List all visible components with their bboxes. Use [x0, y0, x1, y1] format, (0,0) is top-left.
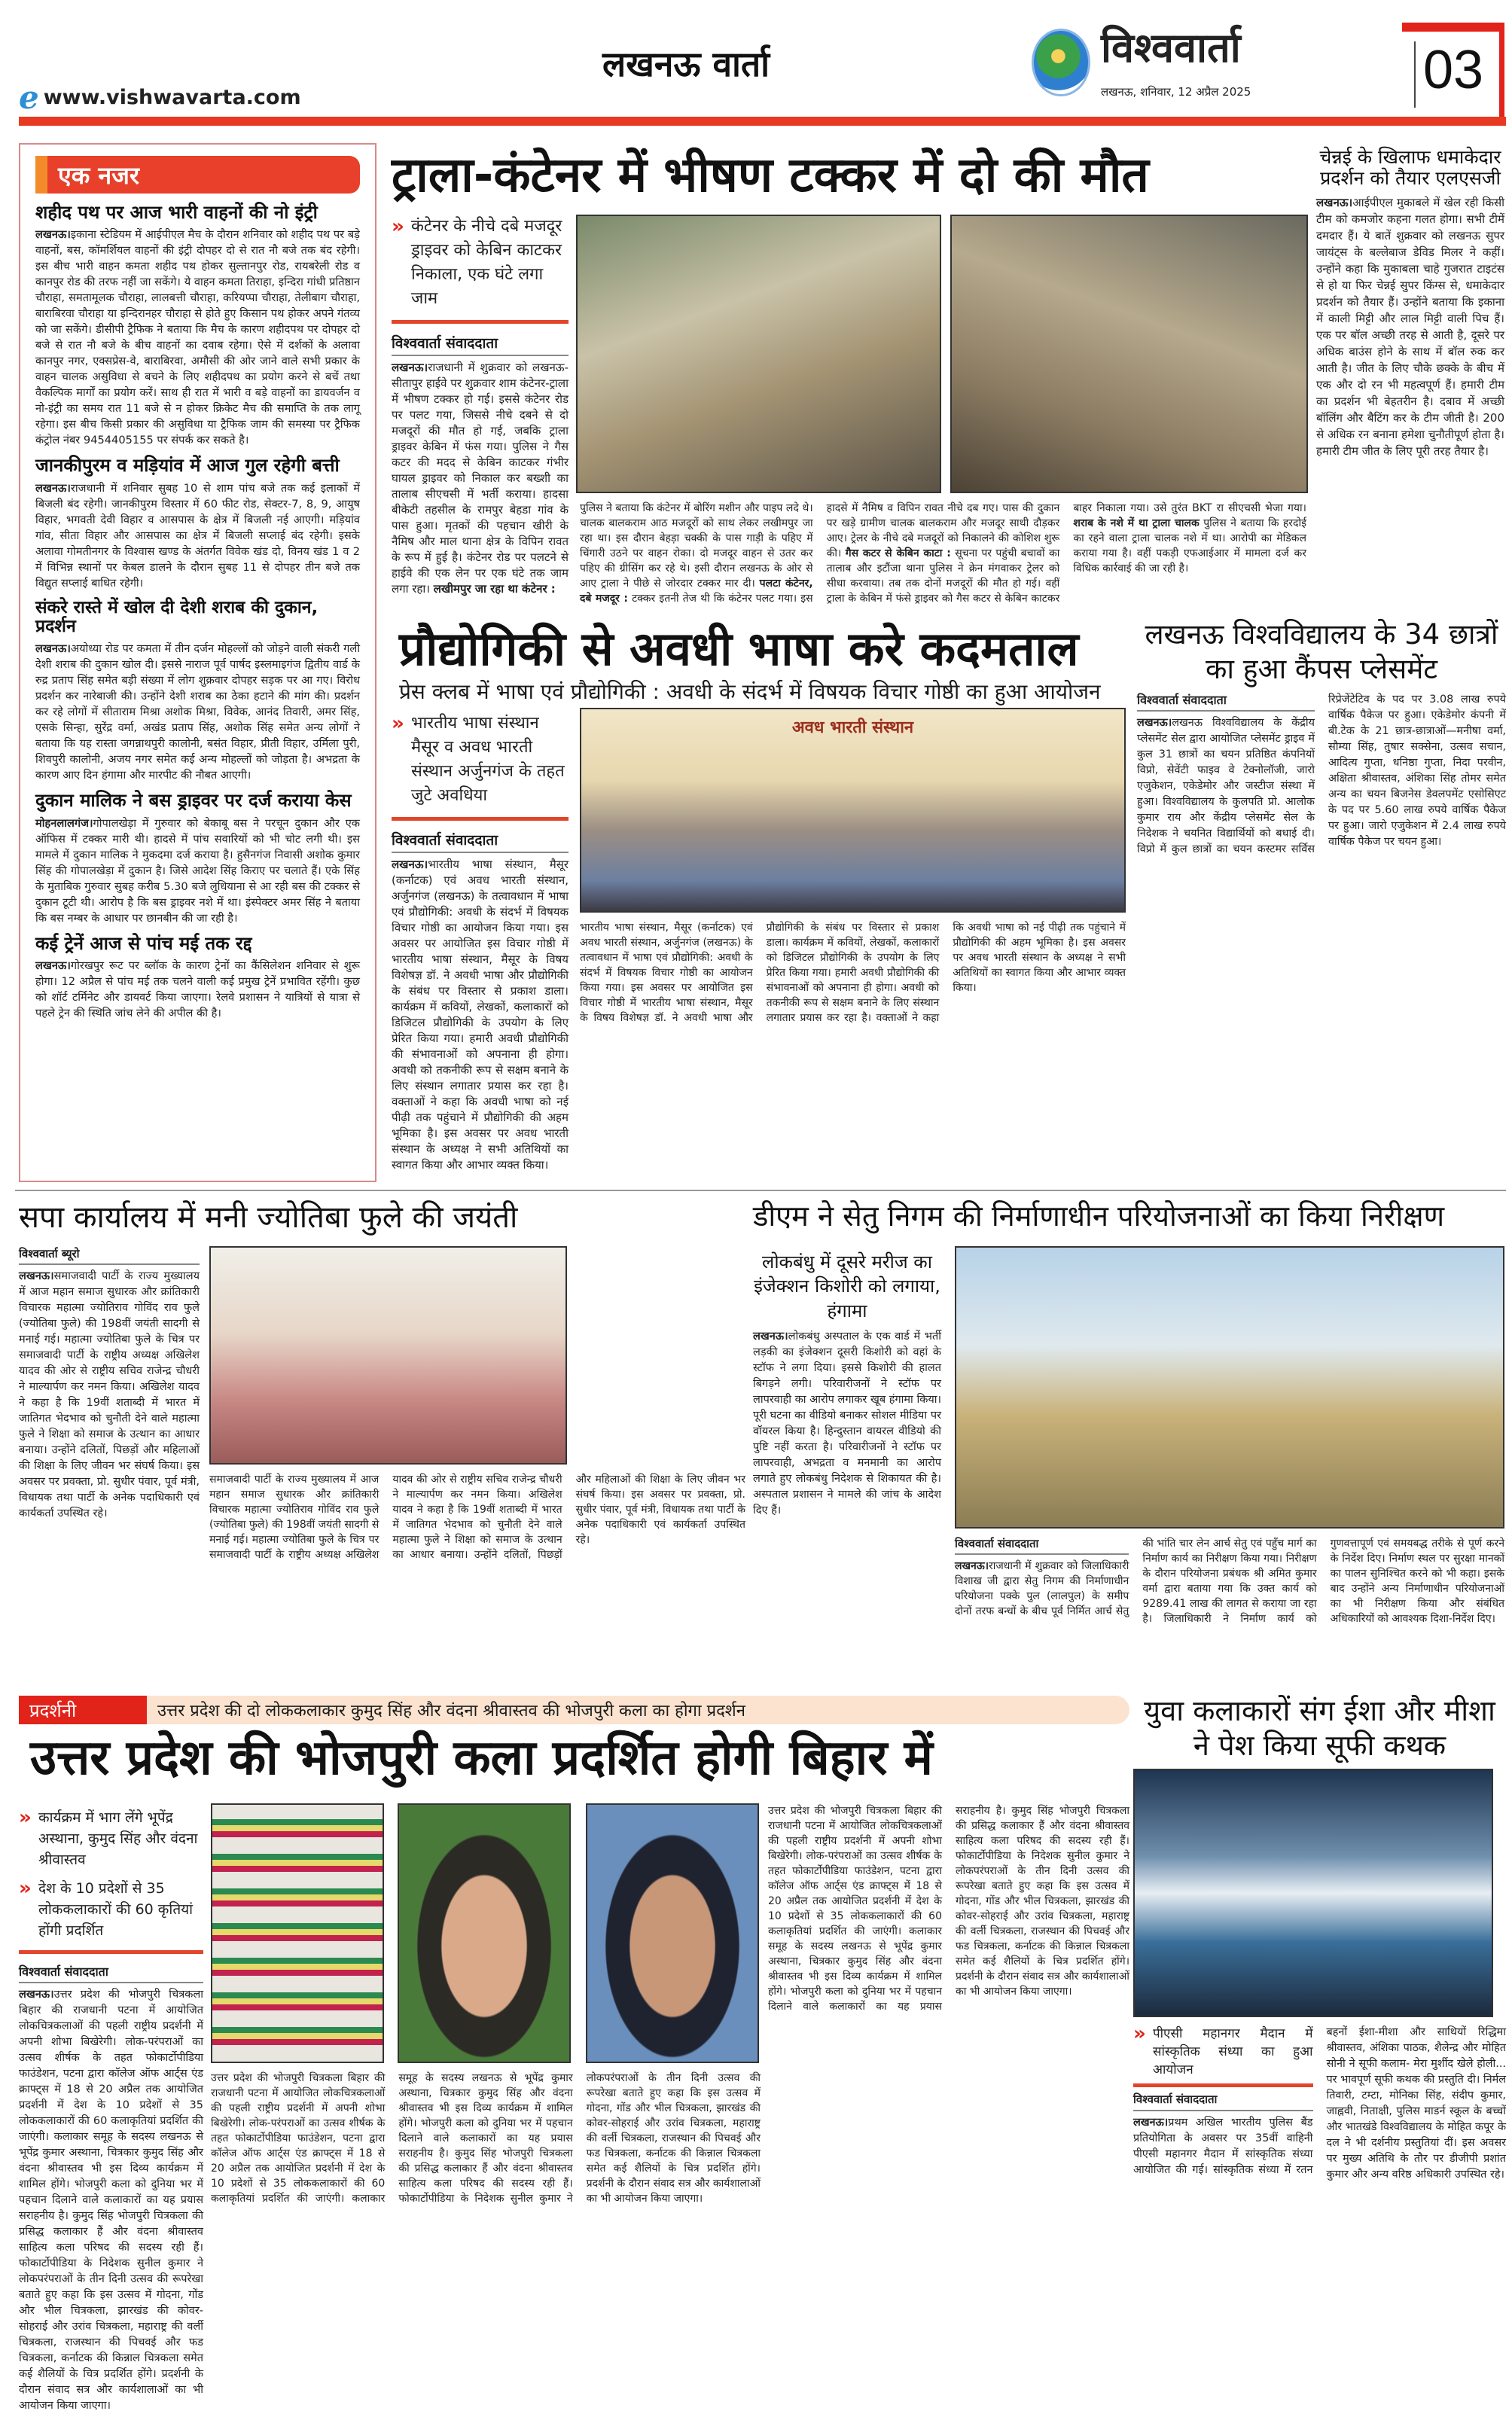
bhojpuri-text-cols-right: उत्तर प्रदेश की भोजपुरी चित्रकला बिहार की राजधानी पटना में आयोजित लोकचित्रकलाओं की पहली राष्ट्रीय प्रदर्शनी में अपनी शोभा बिखेरेगी। लोक-परंपराओं का उत्सव शीर्षक के तहत फोकार्टोपीडिया फाउंडेशन, पटना द्वारा कॉलेज ऑफ आर्ट्स एंड क्राफ्ट्स में 18 से 20 अप्रैल तक आयोजित प्रदर्शनी में देश के 10 प्रदेशों से 35 लोककलाकारों की 60 कलाकृतियां प्रदर्शित की जाएंगी। कलाकार समूह के सदस्य लखनऊ से भूपेंद्र कुमार अस्थाना, चित्रकार कुमुद सिंह और वंदना श्रीवास्तव भी इस दिव्य कार्यक्रम में शामिल होंगे। भोजपुरी कला को दुनिया भर में पहचान दिलाने वाले कलाकारों का यह प्रयास सराहनीय है। कुमुद सिंह भोजपुरी चित्रकला की प्रसिद्ध कलाकार हैं और वंदना श्रीवास्तव साहित्य कला परिषद की सदस्य रही हैं। फोकार्टोपीडिया के निदेशक सुनील कुमार ने लोकपरंपराओं के तीन दिनी उत्सव की रूपरेखा बताते हुए कहा कि इस उत्सव में गोदना, गोंड और भील चित्रकला, झारखंड की कोवर-सोहराई और उरांव चित्रकला, महाराष्ट्र की वर्ली चित्रकला, राजस्थान की पिचवई और फड चित्रकला, कर्नाटक की किन्नाल चित्रकला समेत कई शैलियों के चित्र प्रदर्शित होंगे। प्रदर्शनी के दौरान संवाद सत्र और कार्यशालाओं का भी आयोजन किया जाएगा। — [768, 1805, 1129, 2013]
browser-e-icon: e — [19, 79, 39, 116]
chevron-icon: » — [392, 712, 404, 735]
avadhi-bullet: » भारतीय भाषा संस्थान मैसूर व अवध भारती संस्थान अर्जुनगंज के तहत जुटे अवधिया — [392, 712, 565, 805]
bridge-inspection-photo — [955, 1246, 1504, 1529]
row-divider — [15, 1190, 1506, 1191]
lead-headline-box — [392, 149, 1306, 208]
divider — [1133, 2083, 1313, 2087]
dateline: लखनऊ, शनिवार, 12 अप्रैल 2025 — [1101, 85, 1251, 99]
dm-text-lead: विश्ववार्ता संवाददाता लखनऊ।राजधानी में शुक्रवार को जिलाधिकारी विशाख जी द्वारा सेतु निगम की निर्माणाधीन परियोजना पक्के पुल (लालपुल) के समीप दोनों तरफ बन्धों के बीच पूर्व निर्मित आर्च सेतु की भांति चार लेन आर्च सेतु एवं पहुँच मार्ग का निर्माण कार्य का निरीक्षण किया गया। निरीक्षण के दौरान परियोजना प्रबंधक श्री अमित कुमार वर्मा द्वारा बताया गया कि उक्त कार्य को 9289.41 लाख की लागत से कराया जा रहा है। जिलाधिकारी ने निर्माण कार्य को गुणवत्तापूर्ण एवं समयबद्ध तरीके से पूर्ण करने के निर्देश दिए। निर्माण स्थल पर सुरक्षा मानकों का पालन सुनिश्चित करने को भी कहा। इसके बाद उन्होंने अन्य निर्माणाधीन परियोजनाओं का भी निरीक्षण किया और संबंधित अधिकारियों को आवश्यक दिशा-निर्देश दिए। — [955, 1537, 1504, 1625]
sapa-headline-box — [19, 1201, 742, 1240]
crash-photo-1 — [576, 215, 941, 493]
chevron-icon: » — [19, 1806, 32, 1829]
avadhi-headline-box — [399, 623, 1126, 678]
phule-tribute-photo — [209, 1246, 567, 1465]
bhojpuri-text-cols-lower: उत्तर प्रदेश की भोजपुरी चित्रकला बिहार की राजधानी पटना में आयोजित लोकचित्रकलाओं की पहली राष्ट्रीय प्रदर्शनी में अपनी शोभा बिखेरेगी। लोक-परंपराओं का उत्सव शीर्षक के तहत फोकार्टोपीडिया फाउंडेशन, पटना द्वारा कॉलेज ऑफ आर्ट्स एंड क्राफ्ट्स में 18 से 20 अप्रैल तक आयोजित प्रदर्शनी में देश के 10 प्रदेशों से 35 लोककलाकारों की 60 कलाकृतियां प्रदर्शित की जाएंगी। कलाकार समूह के सदस्य लखनऊ से भूपेंद्र कुमार अस्थाना, चित्रकार कुमुद सिंह और वंदना श्रीवास्तव भी इस दिव्य कार्यक्रम में शामिल होंगे। भोजपुरी कला को दुनिया भर में पहचान दिलाने वाले कलाकारों का यह प्रयास सराहनीय है। कुमुद सिंह भोजपुरी चित्रकला की प्रसिद्ध कलाकार हैं और वंदना श्रीवास्तव साहित्य कला परिषद की सदस्य रही हैं। फोकार्टोपीडिया के निदेशक सुनील कुमार ने लोकपरंपराओं के तीन दिनी उत्सव की रूपरेखा बताते हुए कहा कि इस उत्सव में गोदना, गोंड और भील चित्रकला, झारखंड की कोवर-सोहराई और उरांव चित्रकला, महाराष्ट्र की वर्ली चित्रकला, राजस्थान की पिचवई और फड चित्रकला, कर्नाटक की किन्नाल चित्रकला समेत कई शैलियों के चित्र प्रदर्शित होंगे। प्रदर्शनी के दौरान संवाद सत्र और कार्यशालाओं का भी आयोजन किया जाएगा। — [211, 2072, 761, 2205]
bhojpuri-left-column: » कार्यक्रम में भाग लेंगे भूपेंद्र अस्थाना, कुमुद सिंह और वंदना श्रीवास्तव » देश के 10 प्रदेशों से 35 लोककलाकारों की 60 कृतियां होंगी प्रदर्शित विश्ववार्ता संवाददाता लखनऊ।उत्तर प्रदेश की भोजपुरी चित्रकला बिहार की राजधानी पटना में आयोजित लोकचित्रकलाओं की पहली राष्ट्रीय प्रदर्शनी में अपनी शोभा बिखेरेगी। लोक-परंपराओं का उत्सव शीर्षक के तहत फोकार्टोपीडिया फाउंडेशन, पटना द्वारा कॉलेज ऑफ आर्ट्स एंड क्राफ्ट्स में 18 से 20 अप्रैल तक आयोजित प्रदर्शनी में देश के 10 प्रदेशों से 35 लोककलाकारों की 60 कलाकृतियां प्रदर्शित की जाएंगी। कलाकार समूह के सदस्य लखनऊ से भूपेंद्र कुमार अस्थाना, चित्रकार कुमुद सिंह और वंदना श्रीवास्तव भी इस दिव्य कार्यक्रम में शामिल होंगे। भोजपुरी कला को दुनिया भर में पहचान दिलाने वाले कलाकारों का यह प्रयास सराहनीय है। कुमुद सिंह भोजपुरी चित्रकला की प्रसिद्ध कलाकार हैं और वंदना श्रीवास्तव साहित्य कला परिषद की सदस्य रही हैं। फोकार्टोपीडिया के निदेशक सुनील कुमार ने लोकपरंपराओं के तीन दिनी उत्सव की रूपरेखा बताते हुए कहा कि इस उत्सव में गोदना, गोंड और भील चित्रकला, झारखंड की कोवर-सोहराई और उरांव चित्रकला, महाराष्ट्र की वर्ली चित्रकला, राजस्थान की पिचवई और फड चित्रकला, कर्नाटक की किन्नाल चित्रकला समेत कई शैलियों के चित्र प्रदर्शित होंगे। प्रदर्शनी के दौरान संवाद सत्र और कार्यशालाओं का भी आयोजन किया जाएगा। — [19, 1806, 203, 2412]
lu-placement-story: लखनऊ विश्वविद्यालय के 34 छात्रों का हुआ कैंपस प्लेसमेंट विश्ववार्ता संवाददाता लखनऊ।लखनऊ विश्वविद्यालय के केंद्रीय प्लेसमेंट सेल द्वारा आयोजित प्लेसमेंट ड्राइव में कुल 31 छात्रों का चयन प्रतिष्ठित कंपनियों विप्रो, सेवेंटी फाइव वे टेक्नोलॉजी, जारो एजुकेशन, एकेडेमोर और जस्टीज संस्था में हुआ। विश्वविद्यालय के कुलपति प्रो. आलोक कुमार राय और केंद्रीय प्लेसमेंट सेल के निदेशक ने चयनित विद्यार्थियों को बधाई दी। विप्रो में कुल छात्रों का चयन कस्टमर सर्विस रिप्रेजेंटेटिव के पद पर 3.08 लाख रुपये वार्षिक पैकेज पर हुआ। एकेडेमोर कंपनी में बी.टेक के 21 छात्र-छात्राओं—मनीषा वर्मा, सौम्या सिंह, तुषार सक्सेना, उत्सव सचान, आदित्य गुप्ता, धनिष्ठा गुप्ता, निदा परवीन, अक्षिता श्रीवास्तव, अंशिका सिंह तोमर समेत अन्य का चयन बिजनेस डेवलपमेंट एसोसिएट के पद पर 5.60 लाख रुपये वार्षिक पैकेज पर हुआ। जारो एजुकेशन में 2.4 लाख रुपये वार्षिक पैकेज पर चयन हुआ। — [1137, 618, 1506, 855]
lead-headline: ट्राला-कंटेनर में भीषण टक्कर में दो की मौत — [392, 148, 1149, 203]
crash-photo-2 — [950, 215, 1308, 493]
bhojpuri-headline: उत्तर प्रदेश की भोजपुरी कला प्रदर्शित होगी बिहार में — [30, 1730, 933, 1786]
kumud-singh-photo — [398, 1803, 571, 2063]
vandana-srivastava-photo — [586, 1803, 759, 2063]
chevron-icon: » — [1133, 2022, 1146, 2046]
sapa-text-cols: समाजवादी पार्टी के राज्य मुख्यालय में आज महान समाज सुधारक और क्रांतिकारी विचारक महात्मा ज्योतिराव गोविंद राव फुले (ज्योतिबा फुले) की 198वीं जयंती सादगी से मनाई गई। महात्मा ज्योतिबा फुले के चित्र पर समाजवादी पार्टी के राष्ट्रीय अध्यक्ष अखिलेश यादव की ओर से राष्ट्रीय सचिव राजेन्द्र चौधरी ने माल्यार्पण कर नमन किया। अखिलेश यादव ने कहा है कि 19वीं शताब्दी में भारत में जातिगत भेदभाव को चुनौती देने वाले महात्मा फुले ने शिक्षा को समाज के उत्थान का आधार बनाया। उन्होंने दलितों, पिछड़ों और महिलाओं की शिक्षा के लिए जीवन भर संघर्ष किया। इस अवसर पर प्रवक्ता, प्रो. सुधीर पंवार, पूर्व मंत्री, विधायक तथा पार्टी के अनेक पदाधिकारी एवं कार्यकर्ता उपस्थित रहे। — [209, 1474, 745, 1561]
lead-bullet: » कंटेनर के नीचे दबे मजदूर ड्राइवर को केबिन काटकर निकाला, एक घंटे लगा जाम — [392, 215, 562, 308]
brief-shahid-path: शहीद पथ पर आज भारी वाहनों की नो इंट्री लखनऊ।इकाना स्टेडियम में आईपीएल मैच के दौरान शनिवार को शहीद पथ पर बड़े वाहनों, बस, कॉमर्शियल वाहनों की इंट्री दोपहर दो से रात नौ बजे तक बंद रहेगी। इस बीच भारी वाहन कमता शहीद पथ होकर सुल्तानपुर रोड, रायबरेली रोड व कानपुर रोड की तरफ नहीं जा सकेंगे। ये वाहन कमता तिराहा, इन्दिरा गांधी प्रतिष्ठान चौराहा, समतामूलक चौराहा, लालबत्ती चौराहा, करियप्पा चौराहा, तेलीबाग चौराहा, बाराबिरवा चौराहा या इन्दिरानहर चौराहा से होते हुए किसान पथ होकर अपने गंतव्य को जा सकेंगे। डीसीपी ट्रैफिक ने बताया कि मैच के कारण शहीदपथ पर दोपहर दो बजे से रात नौ बजे के बीच वाहनों का दवाब रहेगा। ऐसे में दर्शकों के अलावा कानपुर नगर, एक्सप्रेस-वे, बाराबिरवा, अमौसी की ओर जाने वाले सभी प्रकार के वाहन चालक असुविधा से बचने के लिए शहीदपथ का प्रयोग करने से बचें तथा वैकल्पिक मार्गों का प्रयोग करें। साथ ही रात में भारी व बड़े वाहनों का डायवर्जन व नो-इंट्री का समय रात 11 बजे से न होकर क्रिकेट मैच की समाप्ति के तक लागू रहेगा। इस बीच किसी प्रकार की असुविधा या ट्रैफिक जाम की समस्या पर ट्रैफिक कंट्रोल नंबर 9454405155 पर संपर्क कर सकते है। — [35, 202, 360, 447]
sufi-story: युवा कलाकारों संग ईशा और मीशा ने पेश किया सूफी कथक » पीएसी महानगर मैदान में सांस्कृतिक संध्या का हुआ आयोजन विश्ववार्ता संवाददाता लखनऊ।प्रथम अखिल भारतीय पुलिस बैंड प्रतियोगिता के अवसर पर 35वीं वाहिनी पीएसी महानगर मैदान में सांस्कृतिक संध्या आयोजित की गई। सांस्कृतिक संध्या में रतन बहनों ईशा-मीशा और साथियों रिद्धिमा श्रीवास्तव, अंशिका पाठक, शैलेन्द्र और मोहित सोनी ने सूफी कलाम- मेरा मुर्शीद खेले होली... पर भावपूर्ण सूफी कथक की प्रस्तुति दी। निर्मल तिवारी, टम्टा, मोनिका सिंह, संदीप कुमार, जाह्नवी, निताक्षी, पुलिस माडर्न स्कूल के बच्चों और भातखंडे विश्वविद्यालय के मोहित कपूर के दल ने भी दर्शनीय प्रस्तुतियां दीं। इस अवसर पर मुख्य अतिथि के तौर पर डीजीपी प्रशांत कुमार और अन्य वरिष्ठ अधिकारी उपस्थित रहे। — [1133, 1694, 1506, 2181]
brief-liquor-shop: संकरे रास्ते में खोल दी देशी शराब की दुकान, प्रदर्शन लखनऊ।अयोध्या रोड पर कमता में तीन दर्जन मोहल्लों को जोड़ने वाली संकरी गली देशी शराब की दुकान खोल दी। इससे नाराज पूर्व पार्षद इस्लमाइगंज द्वितीय वार्ड के रुद्र प्रताप सिंह समेत बड़ी संख्या में लोग शुक्रवार दोपहर सड़क पर आ गए। विरोध प्रदर्शन कर नारेबाजी की। उन्होंने देशी शराब का ठेका हटाने की मांग की। प्रदर्शन कर रहे लोगों में सीताराम मिश्रा अशोक मिश्रा, विवेक, आनंद तिवारी, अमर सिंह, एसके सिन्हा, सुरेंद्र वर्मा, अखंड प्रताप सिंह, अशोक सिंह समेत अन्य लोगों ने बताया कि यह रास्ता जगन्नाथपुरी कालोनी, बसंत विहार, प्रीती विहार, उर्मिला पुरी, शिवपुरी कालोनी, अजय नगर समेत कई अन्य मोहल्लों को जोड़ता है। अभद्रता के कारण आए दिन हंगामा और मारपीट की नौबत आएगी। — [35, 597, 360, 782]
divider — [392, 817, 569, 821]
exhibition-kicker-text: उत्तर प्रदेश की दो लोककलाकार कुमुद सिंह और वंदना श्रीवास्तव की भोजपुरी कला का होगा प्रदर्शन — [157, 1702, 745, 1721]
section-title: लखनऊ वार्ता — [602, 44, 770, 84]
dm-headline-box — [753, 1201, 1502, 1240]
brief-power-cut: जानकीपुरम व मड़ियांव में आज गुल रहेगी बत्ती लखनऊ।राजधानी में शनिवार सुबह 10 से शाम पांच बजे तक कई इलाकों में बिजली बंद रहेगी। जानकीपुरम विस्तार में 60 फीट रोड, सेक्टर-7, 8, 9, आयुष विहार, भगवती देवी विहार व आसपास के क्षेत्र में बिजली नई आएगी। मड़ियांव गांव, सीता विहार और आसपास का क्षेत्र में बिजली सप्लाई बंद रहेगी। इसके अलावा गोमतीनगर के विश्वास खण्ड के अंतर्गत विवेक खंड दो, विनय खंड 1 व 2 में विभिन्न स्थानों पर केबल डालने के दौरान सुबह 11 से दोपहर तीन बजे तक विद्युत सप्लाई बाधित रहेगी। — [35, 455, 360, 590]
lead-left-column: » कंटेनर के नीचे दबे मजदूर ड्राइवर को केबिन काटकर निकाला, एक घंटे लगा जाम विश्ववार्ता संवाददाता लखनऊ।राजधानी में शुक्रवार को लखनऊ-सीतापुर हाईवे पर शुक्रवार शाम कंटेनर-ट्राला में भीषण टक्कर हो गई। इससे कंटेनर रोड पर पलट गया, जिससे नीचे दबने से दो मजदूरों की मौत हो गई, जबकि ट्राला ड्राइवर केबिन में फंस गया। पुलिस ने गैस कटर की मदद से केबिन काटकर गंभीर घायल ड्राइवर को निकाल कर बख्शी का तालाब सीएचसी में भर्ती कराया। हादसा बीकेटी तहसील के रामपुर बेहडा गांव के पास हुआ। मृतकों की पहचान खीरी के नैमिष और माल थाना क्षेत्र के विपिन रावत के रूप में हुई है। कंटेनर रोड पर पलटने से हाईवे की एक लेन पर एक घंटे तक जाम लगा रहा। लखीमपुर जा रहा था कंटेनर : — [392, 215, 569, 596]
page-number: 03 — [1423, 40, 1484, 100]
bhojpuri-painting-photo — [211, 1803, 384, 2063]
dm-headline: डीएम ने सेतु निगम की निर्माणाधीन परियोजनाओं का किया निरीक्षण — [753, 1199, 1445, 1233]
divider — [392, 320, 569, 324]
page-divider — [1414, 41, 1416, 108]
divider — [19, 1950, 203, 1954]
ek-nazar-box — [19, 143, 376, 1182]
avadhi-text-cols: भारतीय भाषा संस्थान, मैसूर (कर्नाटक) एवं अवध भारती संस्थान, अर्जुनगंज (लखनऊ) के तत्वावधान में भाषा एवं प्रौद्योगिकी: अवधी के संदर्भ में विषयक विचार गोष्ठी का आयोजन किया गया। इस अवसर पर आयोजित इस विचार गोष्ठी में भारतीय भाषा संस्थान, मैसूर के विषय विशेषज्ञ डॉ. ने अवधी भाषा और प्रौद्योगिकी के संबंध पर विस्तार से प्रकाश डाला। कार्यक्रम में कवियों, लेखकों, कलाकारों को डिजिटल प्रौद्योगिकी के उपयोग के लिए प्रेरित किया गया। हमारी अवधी प्रौद्योगिकी की संभावनाओं को अपनाना ही होगा। अवधी को तकनीकी रूप से सक्षम बनाने के लिए संस्थान लगातार प्रयास कर रहा है। वक्ताओं ने कहा कि अवधी भाषा को नई पीढ़ी तक पहुंचाने में प्रौद्योगिकी की अहम भूमिका है। इस अवसर पर अवध भारती संस्थान के अध्यक्ष ने सभी अतिथियों का स्वागत किया और आभार व्यक्त किया। — [580, 922, 1126, 1024]
bhojpuri-headline-box — [30, 1732, 1126, 1792]
brief-bus-case: दुकान मालिक ने बस ड्राइवर पर दर्ज कराया केस मोहनलालगंज।गोपालखेड़ा में गुरुवार को बेकाबू बस ने परचून दुकान और एक ऑफिस में टक्कर मारी थी। हादसे में पांच सवारियों को भी चोट लगी थी। इस मामले में दुकान मालिक ने मुकदमा दर्ज कराया है। हुसैनगंज निवासी अशोक कुमार सिंह की गोपालखेड़ा में दुकान है। जिसे आदेश सिंह किराए पर चलाते हैं। एके सिंह के मुताबिक गुरुवार सुबह करीब 5.30 बजे लुधियाना से आ रही बस की टक्कर से दुकान टूटी थी। आरोप है कि बस ड्राइवर नशे में था। इंस्पेक्टर अमर सिंह ने बताया कि बस नम्बर के आधार पर छानबीन की जा रही है। — [35, 790, 360, 925]
lokbandhu-story: लोकबंधु में दूसरे मरीज का इंजेक्शन किशोरी को लगाया, हंगामा लखनऊ।लोकबंधु अस्पताल के एक वार्ड में भर्ती लड़की का इंजेक्शन दूसरी किशोरी को वहां के स्टॉफ ने लगा दिया। इससे किशोरी की हालत बिगड़ने लगी। परिवारीजनों ने स्टॉफ पर लापरवाही का आरोप लगाकर खूब हंगामा किया। पूरी घटना का वीडियो बनाकर सोशल मीडिया पर वॉयरल किया है। हिन्दुस्तान वायरल वीडियो की पुष्टि नहीं करता है। परिवारीजनों ने स्टॉफ पर लापरवाही, अभद्रता व मनमानी का आरोप लगाते हुए लोकबंधु निदेशक से शिकायत की है। अस्पताल प्रशासन ने मामले की जांच के आदेश दिए हैं। — [753, 1251, 941, 1517]
chevron-icon: » — [19, 1877, 32, 1900]
chevron-icon: » — [392, 215, 404, 238]
header-red-bar — [19, 117, 1506, 126]
avadhi-headline: प्रौद्योगिकी से अवधी भाषा करे कदमताल — [399, 621, 1079, 676]
sufi-headline: युवा कलाकारों संग ईशा और मीशा ने पेश किया सूफी कथक — [1144, 1694, 1495, 1762]
brand-logo-icon — [1032, 29, 1090, 96]
exhibition-kicker — [19, 1696, 1129, 1724]
exhibition-tag: प्रदर्शनी — [19, 1696, 147, 1724]
sapa-headline: सपा कार्यालय में मनी ज्योतिबा फुले की जयंती — [19, 1200, 518, 1235]
masthead — [0, 0, 1512, 128]
bhojpuri-bullet: » कार्यक्रम में भाग लेंगे भूपेंद्र अस्थाना, कुमुद सिंह और वंदना श्रीवास्तव — [19, 1806, 198, 1868]
sufi-kathak-photo — [1133, 1769, 1493, 2017]
brief-trains-cancelled: कई ट्रेनें आज से पांच मई तक रद्द लखनऊ।गोरखपुर रूट पर ब्लॉक के कारण ट्रेनों का कैंसिलेशन शनिवार से शुरू होगा। 12 अप्रैल से पांच मई तक चलने वाली कई प्रमुख ट्रेनें प्रभावित रहेंगी। कुछ को शॉर्ट टर्मिनेट और डायवर्ट किया जाएगा। रेलवे प्रशासन ने यात्रियों से यात्रा से पहले ट्रेन की स्थिति जांच लेने की अपील की है। — [35, 932, 360, 1020]
lead-text-cols: पुलिस ने बताया कि कंटेनर में बोरिंग मशीन और पाइप लदे थे। चालक बालकराम आठ मजदूरों को साथ लेकर लखीमपुर जा रहा था। इस दौरान बेहड़ा चक्की के पास गाड़ी के पहिए में चिंगारी उठने पर वाहन रोका। दो मजदूर वाहन से उतर कर पहिए की ग्रीसिंग कर रहे थे। इसी दौरान लखनऊ के ओर से आए ट्राला ने पीछे से जोरदार टक्कर मार दी। पलटा कंटेनर, दबे मजदूर : टक्कर इतनी तेज थी कि कंटेनर पलट गया। इस हादसे में नैमिष व विपिन रावत नीचे दब गए। पास की दुकान पर खड़े ग्रामीण चालक बालकराम और मजदूर साथी दौड़कर आए। ट्रेलर के नीचे दबे मजदूरों को निकालने की कोशिश शुरू की। गैस कटर से केबिन काटा : सूचना पर पहुंची बचावों का तालाब और इटौंजा थाना पुलिस ने क्रेन मंगवाकर ट्रेलर को सीधा करवाया। तब तक दोनों मजदूरों की मौत हो गई। वहीं ट्राला के केबिन में फंसे ड्राइवर को गैस कटर से केबिन काटकर बाहर निकाला गया। उसे तुरंत BKT रा सीएचसी भेजा गया। शराब के नशे में था ट्राला चालक पुलिस ने बताया कि हरदोई का रहने वाला ट्राला चालक नशे में था। आरोपी का मेडिकल कराया गया है। वहीं पकड़ी एफआईआर में मामला दर्ज कर विधिक कार्रवाई की जा रही है। — [580, 502, 1306, 605]
avadhi-subhead: प्रेस क्लब में भाषा एवं प्रौद्योगिकी : अवधी के संदर्भ में विषयक विचार गोष्ठी का हुआ आयोजन — [399, 679, 1101, 704]
brand-name: विश्ववार्ता — [1101, 24, 1241, 72]
lsg-story: चेन्नई के खिलाफ धमाकेदार प्रदर्शन को तैयार एलएसजी लखनऊ।आईपीएल मुकाबले में खेल रही किसी टीम को कमजोर कहना गलत होगा। सभी टीमें दमदार हैं। ये बातें शुक्रवार को लखनऊ सुपर जायंट्स के बल्लेबाज डेविड मिलर ने कहीं। उन्होंने कहा कि मुकाबला चाहे गुजरात टाइटंस से हो या फिर चेन्नई सुपर किंग्स से, धमाकेदार प्रदर्शन को तैयार हैं। उन्होंने बताया कि इकाना में काली मिट्टी और लाल मिट्टी वाली पिच हैं। एक पर बॉल अच्छी तरह से आती है, दूसरे पर अधिक बाउंस होने के साथ में बॉल रुक कर आती है। जीत के लिए चौके छक्के के बीच में एक और दो रन भी महत्वपूर्ण हैं। हमारी टीम का प्रदर्शन भी बेहतरीन है। दबाव में अच्छी बॉलिंग और बैटिंग कर के टीम जीती है। 200 से अधिक रन बनाना हमेशा चुनौतीपूर्ण होता है। हमारी टीम जीत के लिए पूरी तरह तैयार है। — [1316, 146, 1504, 458]
ek-nazar-label: एक नजर — [35, 156, 360, 194]
avadhi-left-column: » भारतीय भाषा संस्थान मैसूर व अवध भारती संस्थान अर्जुनगंज के तहत जुटे अवधिया विश्ववार्ता संवाददाता लखनऊ।भारतीय भाषा संस्थान, मैसूर (कर्नाटक) एवं अवध भारती संस्थान, अर्जुनगंज (लखनऊ) के तत्वावधान में भाषा एवं प्रौद्योगिकी: अवधी के संदर्भ में विषयक विचार गोष्ठी का आयोजन किया गया। इस अवसर पर आयोजित इस विचार गोष्ठी में भारतीय भाषा संस्थान, मैसूर के विषय विशेषज्ञ डॉ. ने अवधी भाषा और प्रौद्योगिकी के संबंध पर विस्तार से प्रकाश डाला। कार्यक्रम में कवियों, लेखकों, कलाकारों को डिजिटल प्रौद्योगिकी के उपयोग के लिए प्रेरित किया गया। हमारी अवधी प्रौद्योगिकी की संभावनाओं को अपनाना ही होगा। अवधी को तकनीकी रूप से सक्षम बनाने के लिए संस्थान लगातार प्रयास कर रहा है। वक्ताओं ने कहा कि अवधी भाषा को नई पीढ़ी तक पहुंचाने में प्रौद्योगिकी की अहम भूमिका है। इस अवसर पर अवध भारती संस्थान के अध्यक्ष ने सभी अतिथियों का स्वागत किया और आभार व्यक्त किया। — [392, 712, 569, 1172]
bhojpuri-bullet: » देश के 10 प्रदेशों से 35 लोककलाकारों की 60 कृतियां होंगी प्रदर्शित — [19, 1877, 194, 1939]
website-link[interactable]: e www.vishwavarta.com — [19, 79, 301, 116]
avadhi-seminar-photo: अवध भारती संस्थान — [580, 708, 1126, 913]
sapa-text-col1: विश्ववार्ता ब्यूरो लखनऊ।समाजवादी पार्टी के राज्य मुख्यालय में आज महान समाज सुधारक और क्रांतिकारी विचारक महात्मा ज्योतिराव गोविंद राव फुले (ज्योतिबा फुले) की 198वीं जयंती सादगी से मनाई गई। महात्मा ज्योतिबा फुले के चित्र पर समाजवादी पार्टी के राष्ट्रीय अध्यक्ष अखिलेश यादव की ओर से राष्ट्रीय सचिव राजेन्द्र चौधरी ने माल्यार्पण कर नमन किया। अखिलेश यादव ने कहा है कि 19वीं शताब्दी में भारत में जातिगत भेदभाव को चुनौती देने वाले महात्मा फुले ने शिक्षा को समाज के उत्थान का आधार बनाया। उन्होंने दलितों, पिछड़ों और महिलाओं की शिक्षा के लिए जीवन भर संघर्ष किया। इस अवसर पर प्रवक्ता, प्रो. सुधीर पंवार, पूर्व मंत्री, विधायक तथा पार्टी के अनेक पदाधिकारी एवं कार्यकर्ता उपस्थित रहे। — [19, 1247, 200, 1519]
avadhi-subhead-box — [399, 680, 1126, 706]
